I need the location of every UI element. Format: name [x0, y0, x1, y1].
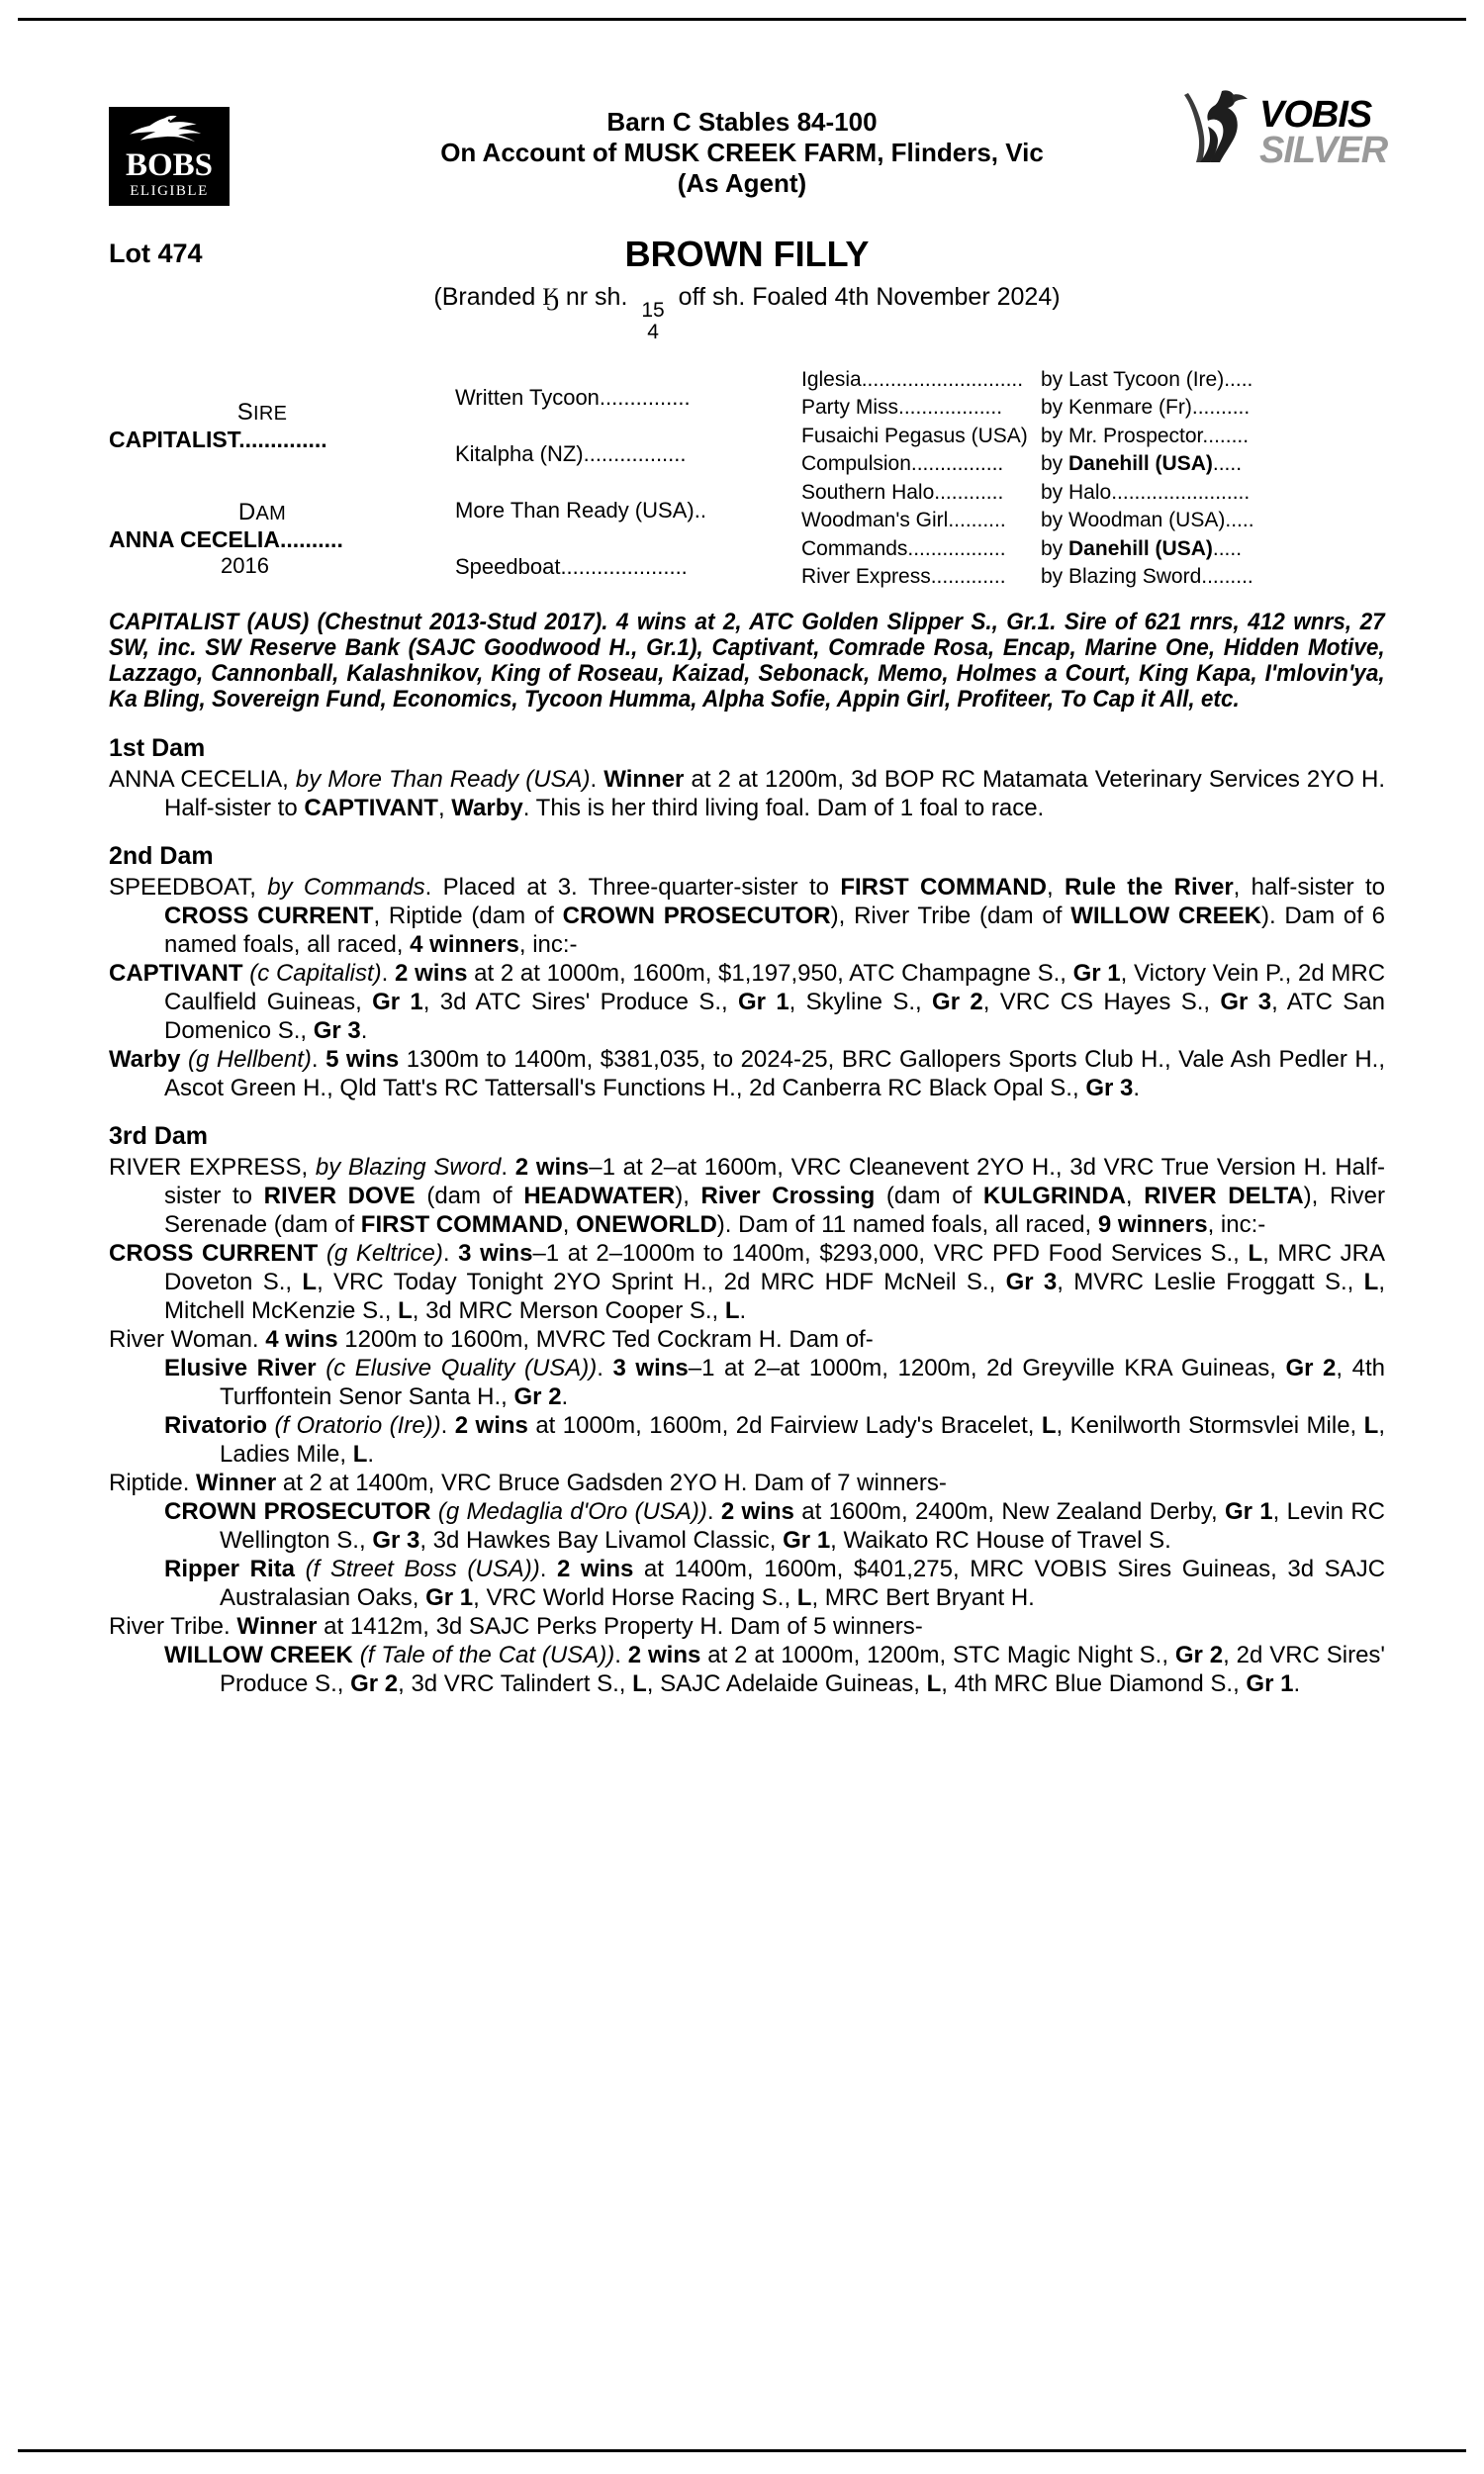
pedigree-entry: River Woman. 4 wins 1200m to 1600m, MVRC Ted Cockram H. Dam of-: [109, 1325, 874, 1353]
ggp-2-dam: [801, 396, 1041, 420]
great-grandparent-row: [801, 479, 1385, 508]
brand-fraction: [641, 300, 664, 342]
ggp-8-sire-name: by Blazing Sword: [1041, 565, 1202, 589]
ggp-5-sire-name: by Halo: [1041, 480, 1112, 504]
ggp-4-dam: [801, 452, 1041, 476]
brand-mid: nr sh.: [565, 283, 628, 311]
grandparent-2: [455, 427, 801, 483]
ggp-1-sire-dots: .....: [1224, 367, 1253, 391]
vobis-logo-word: VOBIS: [1259, 94, 1372, 136]
dam-name-dots: ..........: [279, 526, 343, 553]
ggp-7-sire-dots: .....: [1212, 536, 1243, 560]
great-grandparent-row: [801, 535, 1385, 564]
ggp-4-dam-name: Compulsion: [801, 452, 911, 476]
sire-name: [109, 427, 455, 453]
pedigree-entry: WILLOW CREEK (f Tale of the Cat (USA)). 2 wins at 2 at 1000m, 1200m, STC Magic Night S., Gr 2, 2d VRC Sires' Produce S., Gr 2, 3d VRC Talindert S., L, SAJC Adelaide Guineas, L, 4th MRC Blue Diamond S., Gr 1.: [164, 1641, 1386, 1697]
ggp-7-sire: [1041, 537, 1385, 561]
grandparent-4-dots: .....................: [560, 554, 688, 580]
dam-heading: 3rd Dam: [109, 1121, 209, 1150]
pedigree-column-grandparents: [455, 364, 801, 596]
sire-name-dots: ..............: [238, 427, 327, 453]
bobs-logo-subtitle: ELIGIBLE: [130, 183, 209, 199]
ggp-7-sire-prefix: by: [1041, 536, 1069, 560]
ggp-4-dam-dots: ................: [910, 452, 1004, 476]
brand-suffix: off sh. Foaled 4th November 2024): [678, 283, 1061, 311]
ggp-2-sire-dots: ..........: [1191, 396, 1251, 420]
ggp-5-dam: [801, 481, 1041, 505]
pedigree-sire-cell: [109, 370, 455, 483]
ggp-5-sire: [1041, 481, 1385, 505]
ggp-6-sire-dots: .....: [1225, 509, 1254, 532]
pedigree-entry: CROSS CURRENT (g Keltrice). 3 wins–1 at 2–1000m to 1400m, $293,000, VRC PFD Food Services S., L, MRC JRA Doveton S., L, VRC Today Tonight 2YO Sprint H., 2d MRC HDF McNeil S., Gr 3, MVRC Leslie Froggatt S., L, Mitchell McKenzie S., L, 3d MRC Merson Cooper S., L.: [109, 1239, 1386, 1324]
great-grandparent-row: [801, 423, 1385, 451]
ggp-4-sire-name: Danehill (USA): [1068, 452, 1213, 476]
account-of-line: On Account of MUSK CREEK FARM, Flinders, Vic: [440, 138, 1044, 167]
pedigree-entry: ANNA CECELIA, by More Than Ready (USA). Winner at 2 at 1200m, 3d BOP RC Matamata Veterinary Services 2YO H. Half-sister to CAPTIVANT, Warby. This is her third living foal. Dam of 1 foal to race.: [109, 765, 1386, 821]
ggp-6-sire: [1041, 509, 1385, 532]
great-grandparent-row: [801, 366, 1385, 395]
ggp-4-sire-dots: .....: [1212, 452, 1243, 476]
ggp-4-sire: [1041, 452, 1385, 476]
ggp-1-sire: [1041, 368, 1385, 392]
ggp-8-dam-name: River Express: [801, 565, 931, 589]
ggp-5-sire-dots: ........................: [1111, 480, 1251, 504]
bobs-horse-icon: [124, 111, 215, 148]
ggp-2-sire: [1041, 396, 1385, 420]
grandparent-1: [455, 370, 801, 427]
dam-name: [109, 526, 455, 553]
pedigree-entry: Elusive River (c Elusive Quality (USA)). 3 wins–1 at 2–at 1000m, 1200m, 2d Greyville KRA Guineas, Gr 2, 4th Turffontein Senor Santa H., Gr 2.: [164, 1354, 1385, 1410]
page-content: [109, 59, 1388, 1698]
branding-line: [109, 282, 1385, 342]
ggp-7-dam-name: Commands: [801, 536, 908, 560]
vobis-jockey-icon: [1182, 83, 1253, 166]
ggp-3-sire-dots: ........: [1202, 424, 1250, 447]
lot-number: Lot 474: [109, 238, 203, 268]
lot-title-row: [109, 235, 1385, 276]
grandparent-4: [455, 539, 801, 596]
pedigree-column-parents: [109, 364, 455, 596]
ggp-1-sire-name: by Last Tycoon (Ire): [1041, 367, 1225, 391]
ggp-8-dam: [801, 565, 1041, 589]
ggp-8-dam-dots: .............: [930, 565, 1006, 589]
grandparent-3-name: More Than Ready (USA): [455, 498, 695, 523]
grandparent-1-name: Written Tycoon: [455, 385, 600, 411]
grandparent-3: [455, 483, 801, 539]
pedigree-dam-cell: [109, 483, 455, 596]
sire-summary-paragraph: CAPITALIST (AUS) (Chestnut 2013-Stud 2017). 4 wins at 2, ATC Golden Slipper S., Gr.1. Sire of 621 rnrs, 412 wnrs, 27 SW, inc. SW Reserve Bank (SAJC Goodwood H., Gr.1), Captivant, Comrade Rosa, Encap, Marine One, Hidden Motive, Lazzago, Cannonball, Kalashnikov, King of Roseau, Kaizad, Sebonack, Memo, Holmes a Court, King Kapa, I'mlovin'ya, Ka Bling, Sovereign Fund, Economics, Tycoon Humma, Alpha Sofie, Appin Girl, Profiteer, To Cap it All, etc.: [109, 608, 1385, 713]
ggp-3-sire: [1041, 425, 1385, 448]
pedigree-entry: Warby (g Hellbent). 5 wins 1300m to 1400m, $381,035, to 2024-25, BRC Gallopers Sports Club H., Vale Ash Pedler H., Ascot Green H., Qld Tatt's RC Tattersall's Functions H., 2d Canberra RC Black Opal S., Gr 3.: [109, 1045, 1386, 1101]
ggp-6-dam-dots: ..........: [948, 509, 1006, 532]
brand-fraction-numerator: 15: [641, 298, 665, 322]
dam-heading: 2nd Dam: [109, 841, 214, 870]
ggp-4-sire-prefix: by: [1041, 452, 1069, 476]
grandparent-4-name: Speedboat: [455, 554, 561, 580]
ggp-7-dam-dots: .................: [907, 536, 1006, 560]
sire-name-text: CAPITALIST: [109, 427, 239, 453]
pedigree-entry: Ripper Rita (f Street Boss (USA)). 2 wins at 1400m, 1600m, $401,275, MRC VOBIS Sires Guineas, 3d SAJC Australasian Oaks, Gr 1, VRC World Horse Racing S., L, MRC Bert Bryant H.: [164, 1555, 1386, 1611]
ggp-3-sire-name: by Mr. Prospector: [1041, 424, 1203, 447]
pedigree-entry: CROWN PROSECUTOR (g Medaglia d'Oro (USA)). 2 wins at 1600m, 2400m, New Zealand Derby, Gr 1, Levin RC Wellington S., Gr 3, 3d Hawkes Bay Livamol Classic, Gr 1, Waikato RC House of Travel S.: [164, 1497, 1386, 1554]
pedigree-column-great-grandparents: [801, 364, 1385, 596]
ggp-7-dam: [801, 537, 1041, 561]
ggp-2-dam-name: Party Miss: [801, 396, 899, 420]
ggp-5-dam-dots: ............: [934, 480, 1004, 504]
ggp-2-dam-dots: ..................: [898, 396, 1003, 420]
page-rule-top: [18, 18, 1466, 21]
ggp-8-sire-dots: .........: [1201, 565, 1253, 589]
pedigree-entry: SPEEDBOAT, by Commands. Placed at 3. Three-quarter-sister to FIRST COMMAND, Rule the River, half-sister to CROSS CURRENT, Riptide (dam of CROWN PROSECUTOR), River Tribe (dam of WILLOW CREEK). Dam of 6 named foals, all raced, 4 winners, inc:-: [109, 873, 1386, 958]
brand-glyph: Ӄ: [542, 284, 559, 311]
bobs-logo-word: BOBS: [125, 147, 214, 183]
pedigree-entry: Riptide. Winner at 2 at 1400m, VRC Bruce Gadsden 2YO H. Dam of 7 winners-: [109, 1469, 947, 1496]
dam-label-text: AM: [255, 503, 287, 525]
pedigree-entry: RIVER EXPRESS, by Blazing Sword. 2 wins–1 at 2–at 1600m, VRC Cleanevent 2YO H., 3d VRC True Version H. Half-sister to RIVER DOVE (dam of HEADWATER), River Crossing (dam of KULGRINDA, RIVER DELTA), River Serenade (dam of FIRST COMMAND, ONEWORLD). Dam of 11 named foals, all raced, 9 winners, inc:-: [109, 1153, 1385, 1238]
grandparent-1-dots: ...............: [599, 385, 691, 411]
ggp-1-dam-name: Iglesia: [801, 367, 862, 391]
dam-label: DAM: [237, 499, 287, 526]
dam-sections: [109, 734, 1385, 1698]
ggp-3-dam-name: Fusaichi Pegasus (USA): [801, 424, 1028, 447]
grandparent-3-dots: ..: [694, 498, 706, 523]
pedigree-entry: CAPTIVANT (c Capitalist). 2 wins at 2 at 1000m, 1600m, $1,197,950, ATC Champagne S., Gr 1, Victory Vein P., 2d MRC Caulfield Guineas, Gr 1, 3d ATC Sires' Produce S., Gr 1, Skyline S., Gr 2, VRC CS Hayes S., Gr 3, ATC San Domenico S., Gr 3.: [109, 959, 1386, 1044]
vobis-logo-silver-word: SILVER: [1259, 130, 1388, 171]
ggp-6-dam-name: Woodman's Girl: [801, 509, 949, 532]
grandparent-2-dots: .................: [583, 441, 687, 467]
ggp-1-dam: [801, 368, 1041, 392]
pedigree-entry: River Tribe. Winner at 1412m, 3d SAJC Perks Property H. Dam of 5 winners-: [109, 1612, 923, 1640]
great-grandparent-row: [801, 563, 1385, 592]
ggp-6-dam: [801, 509, 1041, 532]
grandparent-2-name: Kitalpha (NZ): [455, 441, 584, 467]
great-grandparent-row: [801, 450, 1385, 479]
brand-prefix: (Branded: [433, 283, 536, 311]
barn-stables-line: Barn C Stables 84-100: [606, 107, 878, 137]
sire-label-text: IRE: [253, 403, 288, 426]
as-agent-line: (As Agent): [677, 168, 807, 198]
ggp-1-dam-dots: ............................: [861, 367, 1024, 391]
sire-label: SIRE: [236, 399, 288, 427]
great-grandparent-row: [801, 507, 1385, 535]
pedigree-entry: Rivatorio (f Oratorio (Ire)). 2 wins at 1000m, 1600m, 2d Fairview Lady's Bracelet, L, Kenilworth Stormsvlei Mile, L, Ladies Mile, L.: [164, 1411, 1385, 1468]
page-header: [109, 59, 1388, 233]
dam-heading: 1st Dam: [109, 733, 206, 762]
dam-name-text: ANNA CECELIA: [109, 526, 280, 553]
pedigree-table: [109, 364, 1385, 596]
ggp-2-sire-name: by Kenmare (Fr): [1041, 396, 1192, 420]
great-grandparent-row: [801, 394, 1385, 423]
page-title: BROWN FILLY: [624, 234, 870, 274]
page-rule-bottom: [18, 2449, 1466, 2452]
vendor-block: [287, 107, 1197, 199]
dam-year: 2016: [221, 553, 269, 579]
ggp-3-dam: [801, 425, 1041, 448]
vobis-silver-logo: [1182, 81, 1388, 188]
bobs-eligible-logo: [109, 107, 230, 206]
ggp-7-sire-name: Danehill (USA): [1068, 536, 1213, 560]
ggp-5-dam-name: Southern Halo: [801, 480, 935, 504]
ggp-6-sire-name: by Woodman (USA): [1041, 509, 1226, 532]
brand-fraction-denominator: 4: [647, 320, 659, 343]
ggp-8-sire: [1041, 565, 1385, 589]
